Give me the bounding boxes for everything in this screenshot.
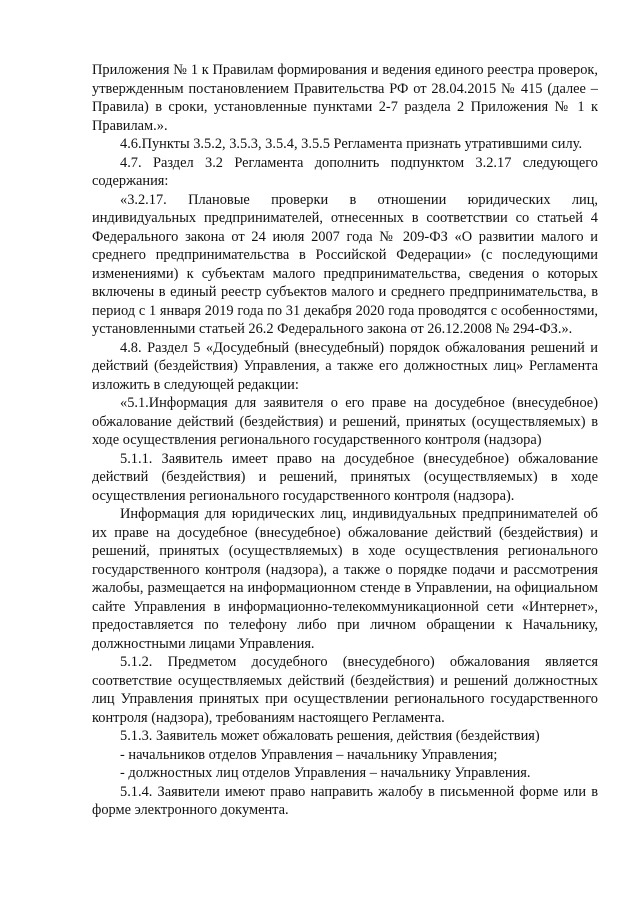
paragraph-p13: 5.1.4. Заявители имеют право направить жалобу в письменной форме или в форме электронного документа. — [92, 783, 598, 818]
paragraph-p4: «3.2.17. Плановые проверки в отношении юридических лиц, индивидуальных предпринимателей, отнесенных в соответствии со статьей 4 Федерального закона от 24 июля 2007 года № 209-ФЗ «О развитии малого и среднего предпринимательства в Российской Федерации» (с последующими изменениями) к субъектам малого предпринимательства, сведения о которых включены в единый реестр субъектов малого и среднего предпринимательства, в период с 1 января 2019 года по 31 декабря 2020 года проводятся с особенностями, установленными статьей 26.2 Федерального закона от 26.12.2008 № 294-ФЗ.». — [92, 191, 598, 337]
paragraph-p5: 4.8. Раздел 5 «Досудебный (внесудебный) порядок обжалования решений и действий (бездействия) Управления, а также его должностных лиц» Регламента изложить в следующей редакции: — [92, 339, 598, 393]
paragraph-p7: 5.1.1. Заявитель имеет право на досудебное (внесудебное) обжалование действий (бездействия) и решений, принятых (осуществляемых) в ходе осуществления регионального государственного контроля (надзора). — [92, 450, 598, 504]
paragraph-p9: 5.1.2. Предметом досудебного (внесудебного) обжалования является соответствие осуществляемых действий (бездействия) и решений должностных лиц Управления принятых при осуществлении регионального государственного контроля (надзора), требованиям настоящего Регламента. — [92, 654, 598, 726]
paragraph-p6: «5.1.Информация для заявителя о его праве на досудебное (внесудебное) обжалование действий (бездействия) и решений, принятых (осуществляемых) в ходе осуществления регионального государственного контроля (надзора) — [92, 395, 598, 448]
document-page — [92, 61, 598, 820]
paragraph-p8: Информация для юридических лиц, индивидуальных предпринимателей об их праве на досудебное (внесудебное) обжалование действий (бездействия) и решений, принятых (осуществляемых) в ходе осуществления регионального государственного контроля (надзора), а также о порядке подачи и рассмотрения жалобы, размещается на информационном стенде в Управлении, на официальном сайте Управления в информационно-телекоммуникационной сети «Интернет», предоставляется по телефону либо при личном обращении к Начальнику, должностными лицами Управления. — [92, 506, 598, 652]
paragraph-p3: 4.7. Раздел 3.2 Регламента дополнить подпунктом 3.2.17 следующего содержания: — [92, 154, 598, 189]
paragraph-p10: 5.1.3. Заявитель может обжаловать решения, действия (бездействия) — [120, 728, 540, 744]
paragraph-p11: - начальников отделов Управления – начальнику Управления; — [120, 746, 498, 763]
paragraph-p12: - должностных лиц отделов Управления – начальнику Управления. — [120, 765, 531, 781]
paragraph-p2: 4.6.Пункты 3.5.2, 3.5.3, 3.5.4, 3.5.5 Регламента признать утратившими силу. — [120, 136, 583, 152]
paragraph-p1: Приложения № 1 к Правилам формирования и ведения единого реестра проверок, утвержденным постановлением Правительства РФ от 28.04.2015 № 415 (далее – Правила) в сроки, установленные пунктами 2-7 раздела 2 Приложения № 1 к Правилам.». — [92, 62, 598, 134]
